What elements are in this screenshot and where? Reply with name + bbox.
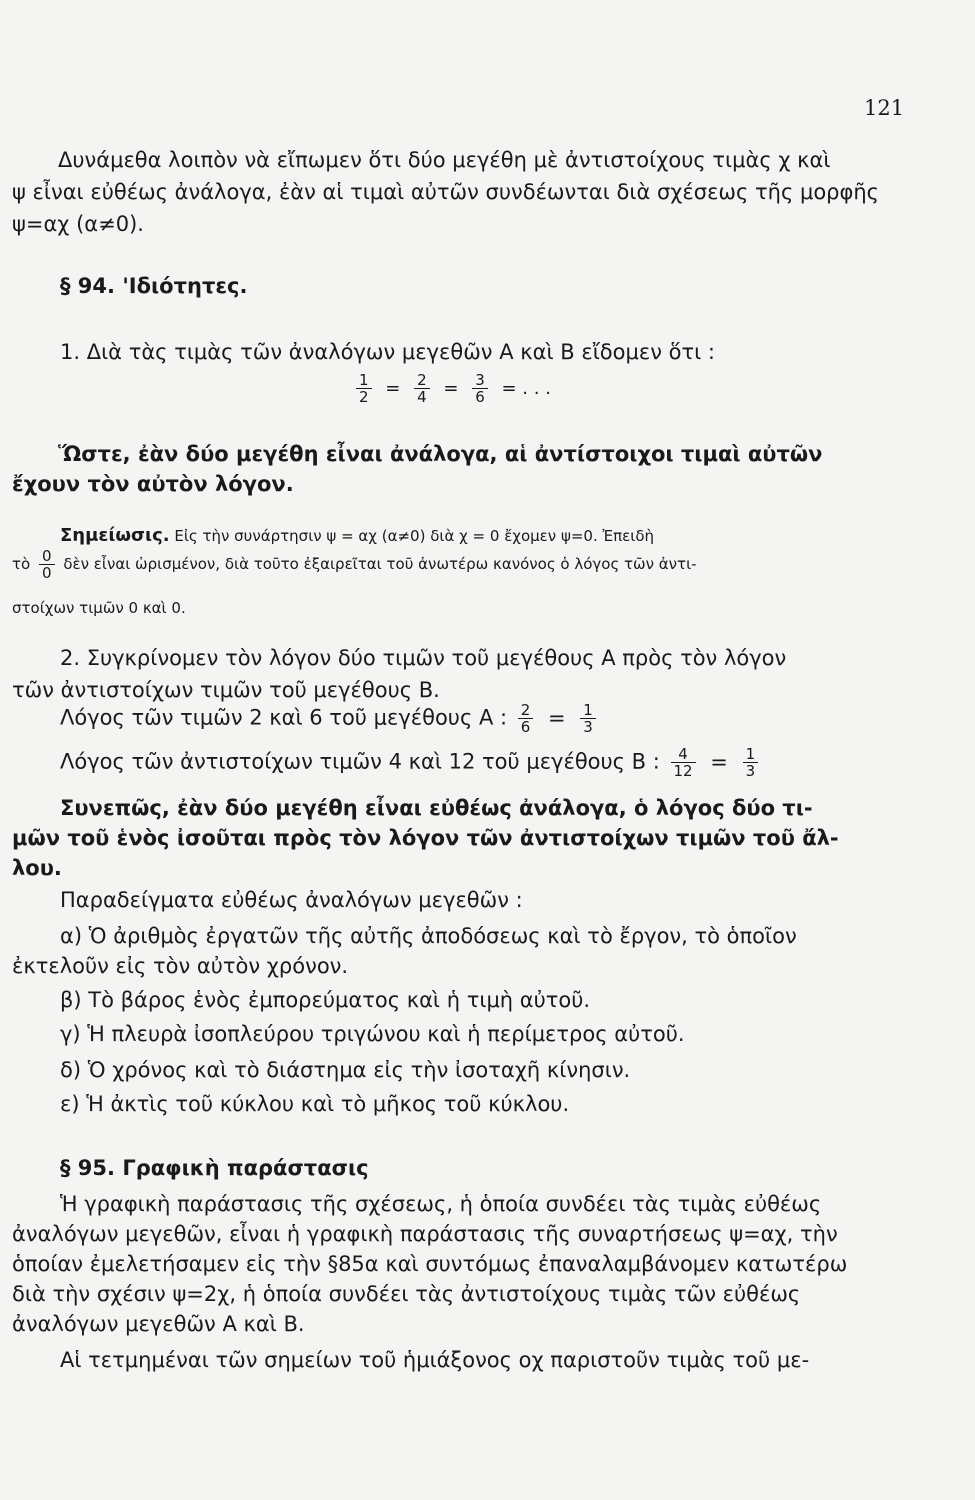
fraction: $\frac{1}{3}$ xyxy=(580,702,596,735)
section-95-line-6: Αἱ τετμημέναι τῶν σημείων τοῦ ἡμιάξονος οχ παριστοῦν τιμὰς τοῦ με- xyxy=(60,1348,810,1372)
item-2-line-2: τῶν ἀντιστοίχων τιμῶν τοῦ μεγέθους Β. xyxy=(12,678,440,702)
fraction: $\frac{3}{6}$ xyxy=(472,372,488,405)
intro-line-1: Δυνάμεθα λοιπὸν νὰ εἴπωμεν ὅτι δύο μεγέθη μὲ ἀντιστοίχους τιμὰς χ καὶ xyxy=(58,148,831,172)
example-b: β) Τὸ βάρος ἑνὸς ἐμπορεύματος καὶ ἡ τιμὴ αὐτοῦ. xyxy=(60,988,591,1012)
rule-2-line-1: Συνεπῶς, ἐὰν δύο μεγέθη εἶναι εὐθέως ἀνάλογα, ὁ λόγος δύο τι- xyxy=(60,796,813,820)
example-a-line-1: α) Ὁ ἀριθμὸς ἐργατῶν τῆς αὐτῆς ἀποδόσεως καὶ τὸ ἔργον, τὸ ὁποῖον xyxy=(60,924,797,948)
ratio-equality: $\frac{1}{2}$ = $\frac{2}{4}$ = $\frac{3}{6}$ = . . . xyxy=(352,372,555,405)
note-line-3: στοίχων τιμῶν 0 καὶ 0. xyxy=(12,599,186,617)
section-94-heading: § 94. 'Ιδιότητες. xyxy=(60,274,248,298)
rule-1-line-2: ἔχουν τὸν αὐτὸν λόγον. xyxy=(12,472,294,496)
section-95-line-4: διὰ τὴν σχέσιν ψ=2χ, ἡ ὁποία συνδέει τὰς ἀντιστοίχους τιμὰς τῶν εὐθέως xyxy=(12,1282,801,1306)
note-line-2: τὸ $\frac{0}{0}$ δὲν εἶναι ὡρισμένον, διὰ τοῦτο ἐξαιρεῖται τοῦ ἀνωτέρω κανόνος ὁ λόγος τῶν ἀντι- xyxy=(12,547,697,582)
rule-2-line-3: λου. xyxy=(12,856,62,880)
item-2-line-1: 2. Συγκρίνομεν τὸν λόγον δύο τιμῶν τοῦ μεγέθους Α πρὸς τὸν λόγον xyxy=(60,646,787,670)
section-95-line-1: Ἡ γραφικὴ παράστασις τῆς σχέσεως, ἡ ὁποία συνδέει τὰς τιμὰς εὐθέως xyxy=(60,1192,822,1216)
example-a-line-2: ἐκτελοῦν εἰς τὸν αὐτὸν χρόνον. xyxy=(12,954,349,978)
example-e: ε) Ἡ ἀκτὶς τοῦ κύκλου καὶ τὸ μῆκος τοῦ κύκλου. xyxy=(60,1092,570,1116)
item-1-text: 1. Διὰ τὰς τιμὰς τῶν ἀναλόγων μεγεθῶν Α καὶ Β εἴδομεν ὅτι : xyxy=(60,340,715,364)
intro-line-3: ψ=αχ (α≠0). xyxy=(12,212,144,236)
fraction: $\frac{4}{12}$ xyxy=(671,746,696,779)
fraction: $\frac{1}{2}$ xyxy=(356,372,372,405)
example-d: δ) Ὁ χρόνος καὶ τὸ διάστημα εἰς τὴν ἰσοταχῆ κίνησιν. xyxy=(60,1058,631,1082)
section-95-line-5: ἀναλόγων μεγεθῶν Α καὶ Β. xyxy=(12,1312,305,1336)
section-95-line-3: ὁποίαν ἐμελετήσαμεν εἰς τὴν §85α καὶ συντόμως ἐπαναλαμβάνομεν κατωτέρω xyxy=(12,1252,848,1276)
ratio-b: Λόγος τῶν ἀντιστοίχων τιμῶν 4 καὶ 12 τοῦ μεγέθους Β : $\frac{4}{12}$ = $\frac{1}{3}$ xyxy=(60,746,947,779)
fraction: $\frac{1}{3}$ xyxy=(743,746,759,779)
note-line-1: Σημείωσις. Εἰς τὴν συνάρτησιν ψ = αχ (α≠0) διὰ χ = 0 ἔχομεν ψ=0. Ἐπειδὴ xyxy=(60,525,655,546)
rule-2-line-2: μῶν τοῦ ἑνὸς ἰσοῦται πρὸς τὸν λόγον τῶν ἀντιστοίχων τιμῶν τοῦ ἄλ- xyxy=(12,826,839,850)
note-label: Σημείωσις. xyxy=(60,525,170,546)
intro-line-2: ψ εἶναι εὐθέως ἀνάλογα, ἐὰν αἱ τιμαὶ αὐτῶν συνδέωνται διὰ σχέσεως τῆς μορφῆς xyxy=(12,180,879,204)
ratio-a: Λόγος τῶν τιμῶν 2 καὶ 6 τοῦ μεγέθους Α : $\frac{2}{6}$ = $\frac{1}{3}$ xyxy=(60,702,947,735)
fraction: $\frac{0}{0}$ xyxy=(39,548,55,581)
examples-title: Παραδείγματα εὐθέως ἀναλόγων μεγεθῶν : xyxy=(60,888,523,912)
fraction: $\frac{2}{4}$ xyxy=(414,372,430,405)
section-95-heading: § 95. Γραφικὴ παράστασις xyxy=(60,1156,369,1180)
section-95-line-2: ἀναλόγων μεγεθῶν, εἶναι ἡ γραφικὴ παράστασις τῆς συναρτήσεως ψ=αχ, τὴν xyxy=(12,1222,838,1246)
example-c: γ) Ἡ πλευρὰ ἰσοπλεύρου τριγώνου καὶ ἡ περίμετρος αὐτοῦ. xyxy=(60,1022,685,1046)
fraction: $\frac{2}{6}$ xyxy=(518,702,534,735)
rule-1-line-1: Ὥστε, ἐὰν δύο μεγέθη εἶναι ἀνάλογα, αἱ ἀντίστοιχοι τιμαὶ αὐτῶν xyxy=(58,442,823,466)
page-number: 121 xyxy=(864,96,905,120)
